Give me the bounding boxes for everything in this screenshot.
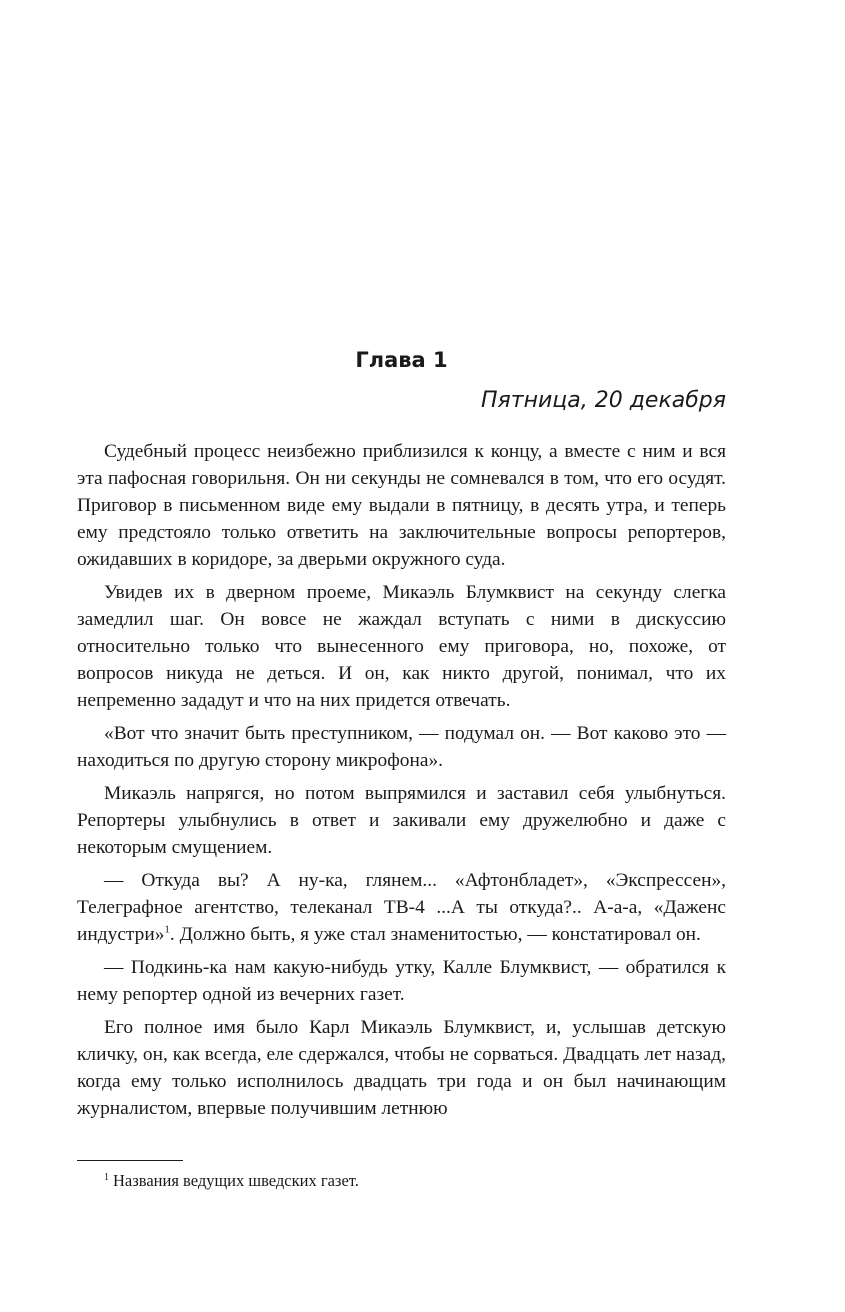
paragraph-with-footnote: [77, 867, 726, 948]
chapter-date: Пятница, 20 декабря: [481, 388, 726, 413]
body-text: [77, 438, 726, 1122]
paragraph: «Вот что значит быть преступником, — подумал он. — Вот каково это — находиться по другую сторону микрофона».: [77, 723, 726, 771]
chapter-title: Глава 1: [355, 348, 448, 372]
footnote-text: Названия ведущих шведских газет.: [113, 1171, 359, 1190]
footnote-reference[interactable]: 1: [164, 923, 170, 936]
footnote-divider: [77, 1160, 183, 1161]
paragraph: Его полное имя было Карл Микаэль Блумквист, и, услышав детскую кличку, он, как всегда, еле сдержался, чтобы не сорваться. Двадцать лет назад, когда ему только исполнилось двадцать три года и он был начинающим журналистом, впервые получившим летнюю: [77, 1017, 726, 1119]
page-content: [77, 340, 726, 1128]
footnote: [104, 1170, 359, 1192]
footnote-number: 1: [104, 1171, 109, 1183]
paragraph-text: . Должно быть, я уже стал знаменитостью, — констатировал он.: [169, 924, 701, 945]
paragraph-text: — Откуда вы? А ну-ка, глянем... «Афтонбладет», «Экспрессен», Телеграфное агентство, телеканал ТВ-4 ...А ты откуда?.. А-а-а, «Даженс индустри»: [77, 870, 726, 945]
paragraph: — Подкинь-ка нам какую-нибудь утку, Калле Блумквист, — обратился к нему репортер одной из вечерних газет.: [77, 957, 726, 1005]
paragraph: Увидев их в дверном проеме, Микаэль Блумквист на секунду слегка замедлил шаг. Он вовсе не жаждал вступать с ними в дискуссию относительно только что вынесенного ему приговора, но, похоже, от вопросов никуда не деться. И он, как никто другой, понимал, что их непременно зададут и что на них придется отвечать.: [77, 582, 726, 711]
paragraph: Судебный процесс неизбежно приблизился к концу, а вместе с ним и вся эта пафосная говорильня. Он ни секунды не сомневался в том, что его осудят. Приговор в письменном виде ему выдали в пятницу, в десять утра, и теперь ему предстояло только ответить на заключительные вопросы репортеров, ожидавших в коридоре, за дверьми окружного суда.: [77, 441, 726, 570]
paragraph: Микаэль напрягся, но потом выпрямился и заставил себя улыбнуться. Репортеры улыбнулись в ответ и закивали ему дружелюбно и даже с некоторым смущением.: [77, 783, 726, 858]
